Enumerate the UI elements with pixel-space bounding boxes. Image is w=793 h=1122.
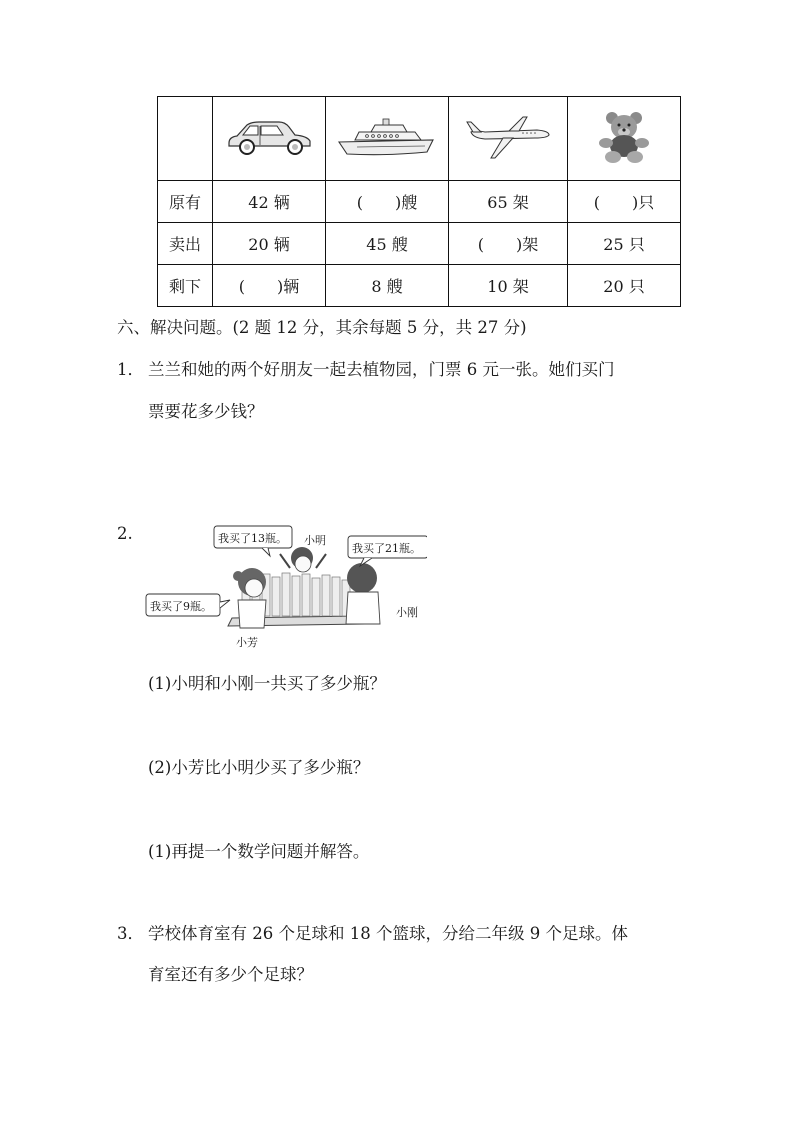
cell-bear-sold: 25 只 xyxy=(568,223,681,265)
section-heading: 六、解决问题。(2 题 12 分，其余每题 5 分，共 27 分) xyxy=(117,318,527,337)
speech-bubble-xiaogang: 我买了21瓶。 xyxy=(352,542,421,555)
cell-airplane-sold-blank[interactable]: ( )架 xyxy=(449,223,568,265)
row-label: 卖出 xyxy=(158,223,213,265)
name-label-xiaofang: 小芳 xyxy=(236,636,258,649)
problem-2-illustration xyxy=(142,520,427,652)
cell-airplane-original: 65 架 xyxy=(449,181,568,223)
problem-3-text-line2: 育室还有多少个足球？ xyxy=(148,965,313,984)
car-icon xyxy=(225,117,313,157)
airplane-icon xyxy=(465,114,551,160)
name-label-xiaoming: 小明 xyxy=(304,534,326,547)
table-corner-cell xyxy=(158,97,213,181)
problem-1-text-line2: 票要花多少钱？ xyxy=(148,402,264,421)
problem-2-subquestion-1: (1)小明和小刚一共买了多少瓶？ xyxy=(148,674,386,693)
problem-1-number: 1． xyxy=(117,360,144,379)
cell-car-sold: 20 辆 xyxy=(213,223,326,265)
cell-car-remaining-blank[interactable]: ( )辆 xyxy=(213,265,326,307)
cell-ship-remaining: 8 艘 xyxy=(326,265,449,307)
problem-2-number: 2. xyxy=(117,524,133,543)
cell-bear-original-blank[interactable]: ( )只 xyxy=(568,181,681,223)
cell-bear-remaining: 20 只 xyxy=(568,265,681,307)
name-label-xiaogang: 小刚 xyxy=(396,606,418,619)
ship-icon xyxy=(337,116,437,158)
cell-airplane-remaining: 10 架 xyxy=(449,265,568,307)
speech-bubble-xiaofang: 我买了9瓶。 xyxy=(150,600,212,613)
problem-3-number: 3． xyxy=(117,924,144,943)
speech-bubble-xiaoming: 我买了13瓶。 xyxy=(218,532,287,545)
teddy-bear-icon xyxy=(596,110,652,164)
airplane-header-cell xyxy=(449,97,568,181)
table-row-remaining xyxy=(158,265,681,307)
cell-car-original: 42 辆 xyxy=(213,181,326,223)
cell-ship-sold: 45 艘 xyxy=(326,223,449,265)
teddy-bear-header-cell xyxy=(568,97,681,181)
inventory-table xyxy=(157,96,681,307)
problem-1-text-line1: 兰兰和她的两个好朋友一起去植物园，门票 6 元一张。她们买门 xyxy=(148,360,615,379)
row-label: 剩下 xyxy=(158,265,213,307)
table-row-sold xyxy=(158,223,681,265)
car-header-cell xyxy=(213,97,326,181)
problem-2-subquestion-3: (1)再提一个数学问题并解答。 xyxy=(148,842,370,861)
table-row-original xyxy=(158,181,681,223)
ship-header-cell xyxy=(326,97,449,181)
problem-2-subquestion-2: (2)小芳比小明少买了多少瓶？ xyxy=(148,758,370,777)
table-header-row xyxy=(158,97,681,181)
problem-3-text-line1: 学校体育室有 26 个足球和 18 个篮球，分给二年级 9 个足球。体 xyxy=(148,924,628,943)
row-label: 原有 xyxy=(158,181,213,223)
cell-ship-original-blank[interactable]: ( )艘 xyxy=(326,181,449,223)
